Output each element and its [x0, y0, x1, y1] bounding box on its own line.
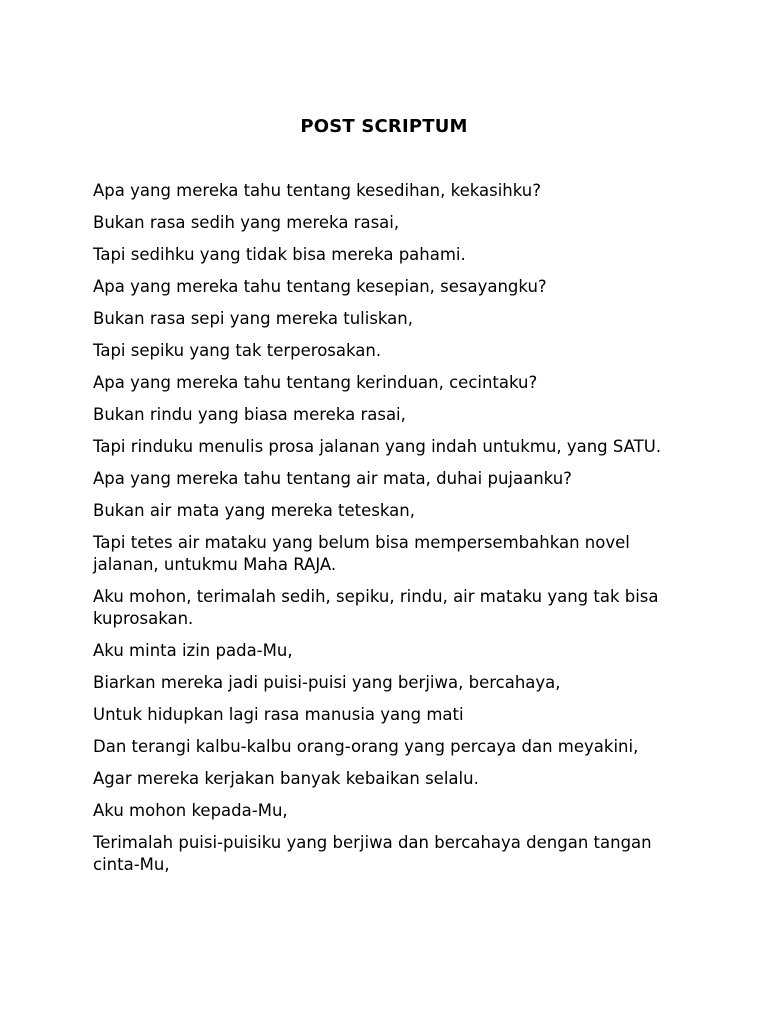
poem-line: Apa yang mereka tahu tentang kesedihan, kekasihku? — [93, 181, 541, 200]
poem-line: Terimalah puisi-puisiku yang berjiwa dan bercahaya dengan tangan cinta-Mu, — [93, 833, 652, 874]
poem-line: Bukan rasa sepi yang mereka tuliskan, — [93, 309, 413, 328]
poem-line: Untuk hidupkan lagi rasa manusia yang mati — [93, 705, 464, 724]
poem-body — [93, 180, 693, 886]
poem-line: Dan terangi kalbu-kalbu orang-orang yang percaya dan meyakini, — [93, 737, 639, 756]
poem-line: Agar mereka kerjakan banyak kebaikan selalu. — [93, 769, 479, 788]
poem-line: Tapi rinduku menulis prosa jalanan yang indah untukmu, yang SATU. — [93, 437, 662, 456]
page-title: POST SCRIPTUM — [300, 116, 468, 137]
poem-line: Apa yang mereka tahu tentang air mata, duhai pujaanku? — [93, 469, 572, 488]
poem-line: Biarkan mereka jadi puisi-puisi yang berjiwa, bercahaya, — [93, 673, 561, 692]
poem-line: Bukan air mata yang mereka teteskan, — [93, 501, 415, 520]
poem-line: Apa yang mereka tahu tentang kerinduan, cecintaku? — [93, 373, 538, 392]
poem-line: Apa yang mereka tahu tentang kesepian, sesayangku? — [93, 277, 547, 296]
poem-line: Bukan rasa sedih yang mereka rasai, — [93, 213, 400, 232]
poem-line: Tapi sepiku yang tak terperosakan. — [93, 341, 382, 360]
poem-line: Tapi sedihku yang tidak bisa mereka pahami. — [93, 245, 466, 264]
poem-line: Aku minta izin pada-Mu, — [93, 641, 293, 660]
poem-line: Tapi tetes air mataku yang belum bisa mempersembahkan novel jalanan, untukmu Maha RAJA. — [93, 533, 630, 574]
poem-line: Aku mohon kepada-Mu, — [93, 801, 288, 820]
poem-line: Aku mohon, terimalah sedih, sepiku, rindu, air mataku yang tak bisa kuprosakan. — [93, 587, 659, 628]
poem-line: Bukan rindu yang biasa mereka rasai, — [93, 405, 406, 424]
